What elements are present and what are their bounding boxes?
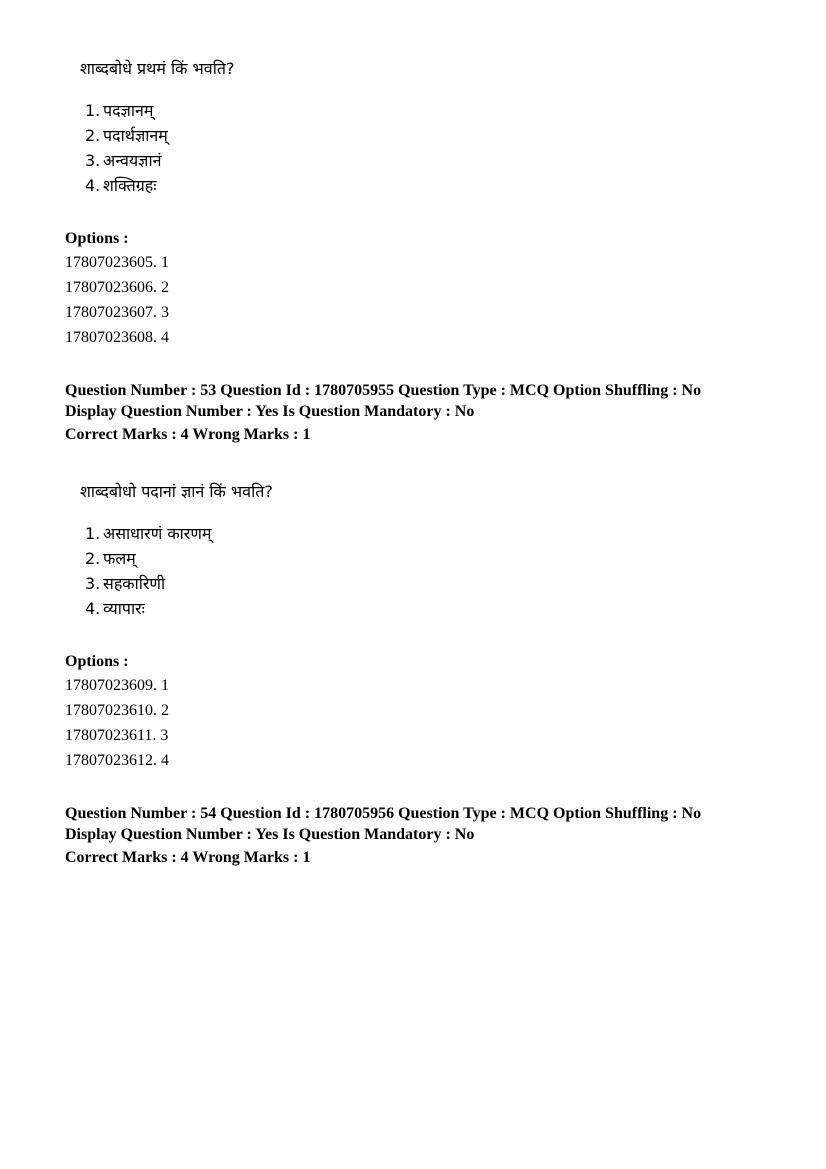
choice-number: 1.: [85, 524, 101, 543]
choice-text: असाधारणं कारणम्: [103, 524, 212, 543]
choice-item: [85, 98, 168, 123]
options-label: Options :: [65, 653, 129, 670]
choice-item: [85, 123, 168, 148]
choice-text: फलम्: [103, 549, 136, 568]
choice-number: 3.: [85, 574, 101, 593]
options-label: Options :: [65, 230, 129, 247]
question-meta-line: Question Number : 53 Question Id : 1780705955 Question Type : MCQ Option Shuffling : No: [65, 382, 702, 399]
choice-number: 2.: [85, 549, 101, 568]
option-item: 17807023607. 3: [65, 304, 169, 321]
marks-line: Correct Marks : 4 Wrong Marks : 1: [65, 849, 311, 866]
option-item: 17807023610. 2: [65, 702, 169, 719]
choice-number: 4.: [85, 176, 101, 195]
choice-text: पदार्थज्ञानम्: [103, 126, 168, 145]
choice-item: [85, 521, 211, 546]
choice-text: अन्वयज्ञानं: [103, 151, 162, 170]
choice-item: [85, 546, 211, 571]
question-meta-line: Display Question Number : Yes Is Question Mandatory : No: [65, 826, 475, 843]
choice-number: 1.: [85, 101, 101, 120]
option-item: 17807023606. 2: [65, 279, 169, 296]
marks-line: Correct Marks : 4 Wrong Marks : 1: [65, 426, 311, 443]
question-text: शाब्दबोधो पदानां ज्ञानं किं भवति?: [80, 482, 273, 501]
choice-number: 2.: [85, 126, 101, 145]
option-list: [65, 250, 169, 350]
option-item: 17807023608. 4: [65, 329, 169, 346]
choice-item: [85, 596, 211, 621]
option-item: 17807023611. 3: [65, 727, 169, 744]
choice-item: [85, 148, 168, 173]
choice-text: व्यापारः: [103, 599, 145, 618]
choice-item: [85, 571, 211, 596]
option-item: 17807023605. 1: [65, 254, 169, 271]
question-meta-53: [65, 380, 701, 445]
choice-text: पदज्ञानम्: [103, 101, 154, 120]
choice-item: [85, 173, 168, 198]
choice-number: 3.: [85, 151, 101, 170]
option-item: 17807023609. 1: [65, 677, 169, 694]
question-text: शाब्दबोधे प्रथमं किं भवति?: [80, 59, 235, 78]
choice-list: [85, 98, 168, 198]
choice-list: [85, 521, 211, 621]
option-list: [65, 673, 169, 773]
choice-text: शक्तिग्रहः: [103, 176, 157, 195]
question-meta-line: Display Question Number : Yes Is Question Mandatory : No: [65, 403, 475, 420]
choice-number: 4.: [85, 599, 101, 618]
question-meta-line: Question Number : 54 Question Id : 1780705956 Question Type : MCQ Option Shuffling : No: [65, 805, 702, 822]
option-item: 17807023612. 4: [65, 752, 169, 769]
question-meta-54: [65, 803, 701, 868]
choice-text: सहकारिणी: [103, 574, 166, 593]
